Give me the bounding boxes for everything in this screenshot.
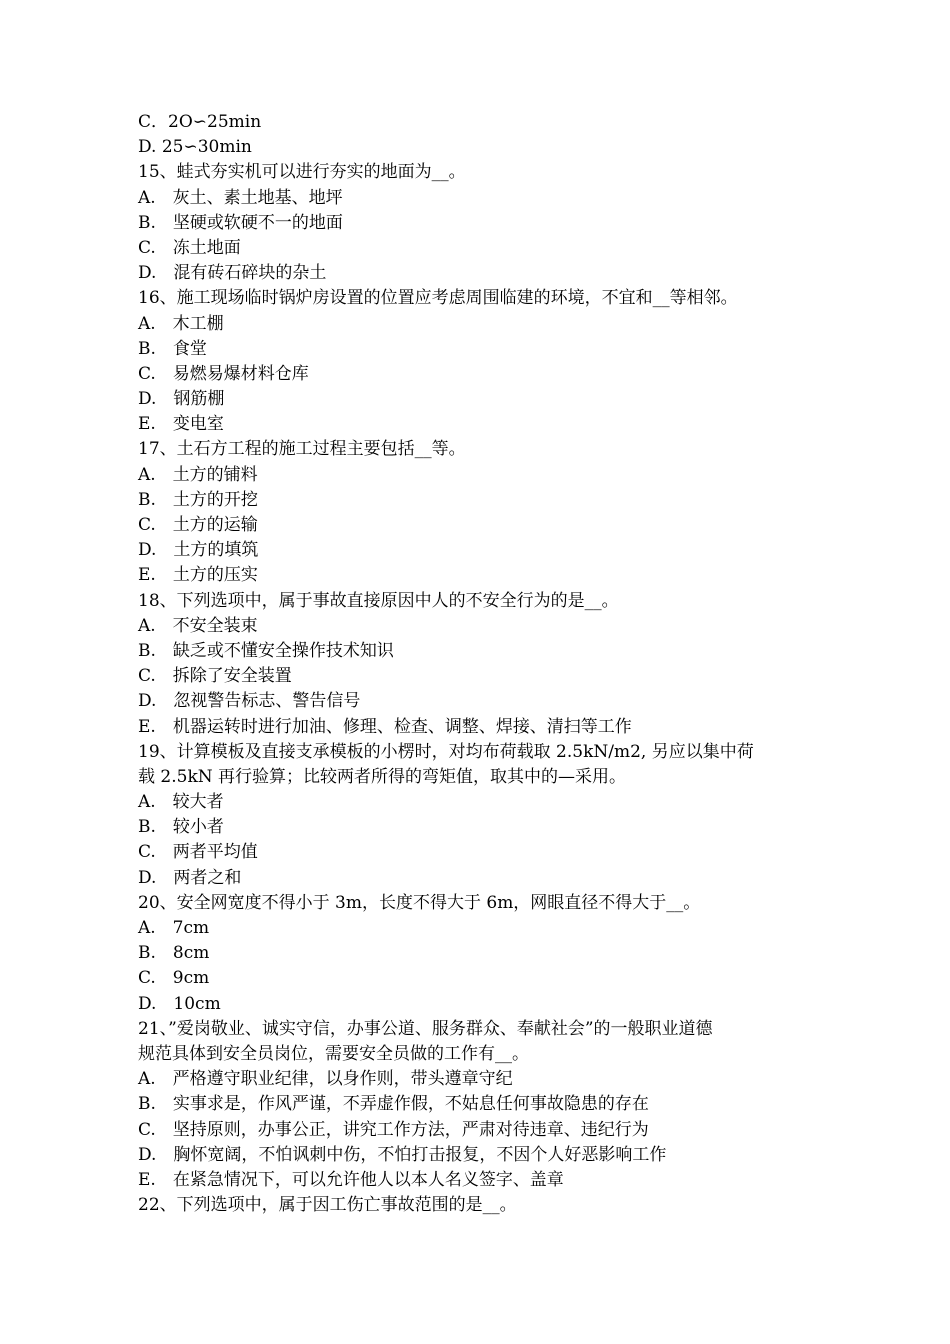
text-line: D. 25∽30min (138, 137, 252, 158)
option-line: E. 变电室 (138, 414, 224, 435)
option-line: A. 木工棚 (138, 313, 224, 334)
option-line: C. 土方的运输 (138, 515, 258, 535)
question-19: 19、计算模板及直接支承模板的小楞时，对均布荷载取 2.5kN/m2, 另应以集中荷 (138, 741, 754, 762)
option-line: D. 钢筋棚 (138, 389, 225, 410)
question-22: 22、下列选项中，属于因工伤亡事故范围的是__。 (138, 1195, 517, 1216)
question-21: 21、”爱岗敬业、诚实守信，办事公道、服务群众、奉献社会”的一般职业道德 (138, 1018, 713, 1039)
option-line: B. 食堂 (138, 338, 207, 359)
option-line: A. 不安全装束 (138, 615, 258, 636)
option-line: B. 较小者 (138, 817, 224, 838)
question-20: 20、安全网宽度不得小于 3m，长度不得大于 6m，网眼直径不得大于__。 (138, 892, 701, 913)
option-line: C. 9cm (138, 968, 210, 989)
option-line: C. 冻土地面 (138, 237, 241, 258)
option-line: D. 胸怀宽阔，不怕讽刺中伤，不怕打击报复，不因个人好恶影响工作 (138, 1144, 667, 1165)
option-line: B. 坚硬或软硬不一的地面 (138, 212, 343, 233)
option-line: D. 混有砖石碎块的杂土 (138, 263, 327, 284)
option-line: D. 忽视警告标志、警告信号 (138, 691, 361, 712)
question-18: 18、下列选项中，属于事故直接原因中人的不安全行为的是__。 (138, 590, 619, 611)
option-line: D. 两者之和 (138, 867, 242, 888)
option-line: C. 坚持原则，办事公正，讲究工作方法，严肃对待违章、违纪行为 (138, 1119, 649, 1140)
option-line: A. 严格遵守职业纪律，以身作则，带头遵章守纪 (138, 1069, 513, 1090)
question-19-continued: 载 2.5kN 再行验算；比较两者所得的弯矩值，取其中的—采用。 (138, 766, 627, 787)
question-21-continued: 规范具体到安全员岗位，需要安全员做的工作有__。 (138, 1043, 529, 1064)
option-line: D. 10cm (138, 993, 221, 1014)
text-line: C．2O∽25min (138, 112, 262, 132)
option-line: A. 土方的铺料 (138, 464, 258, 485)
option-line: C. 易燃易爆材料仓库 (138, 363, 309, 384)
option-line: A. 7cm (138, 918, 210, 938)
question-16: 16、施工现场临时锅炉房设置的位置应考虑周围临建的环境，不宜和__等相邻。 (138, 288, 738, 309)
option-line: B. 8cm (138, 943, 210, 964)
option-line: B. 土方的开挖 (138, 489, 258, 510)
option-line: E. 土方的压实 (138, 565, 258, 586)
option-line: E. 机器运转时进行加油、修理、检查、调整、焊接、清扫等工作 (138, 716, 632, 737)
option-line: C. 两者平均值 (138, 842, 258, 863)
option-line: D. 土方的填筑 (138, 540, 259, 561)
option-line: E. 在紧急情况下，可以允许他人以本人名义签字、盖章 (138, 1169, 564, 1190)
option-line: A. 较大者 (138, 792, 224, 813)
option-line: A. 灰土、素土地基、地坪 (138, 187, 343, 208)
question-15: 15、蛙式夯实机可以进行夯实的地面为__。 (138, 162, 466, 183)
question-17: 17、土石方工程的施工过程主要包括__等。 (138, 439, 466, 460)
option-line: B. 缺乏或不懂安全操作技术知识 (138, 640, 394, 661)
document-page (138, 110, 828, 1218)
option-line: C. 拆除了安全装置 (138, 666, 292, 687)
option-line: B. 实事求是，作风严谨，不弄虚作假，不姑息任何事故隐患的存在 (138, 1094, 649, 1115)
